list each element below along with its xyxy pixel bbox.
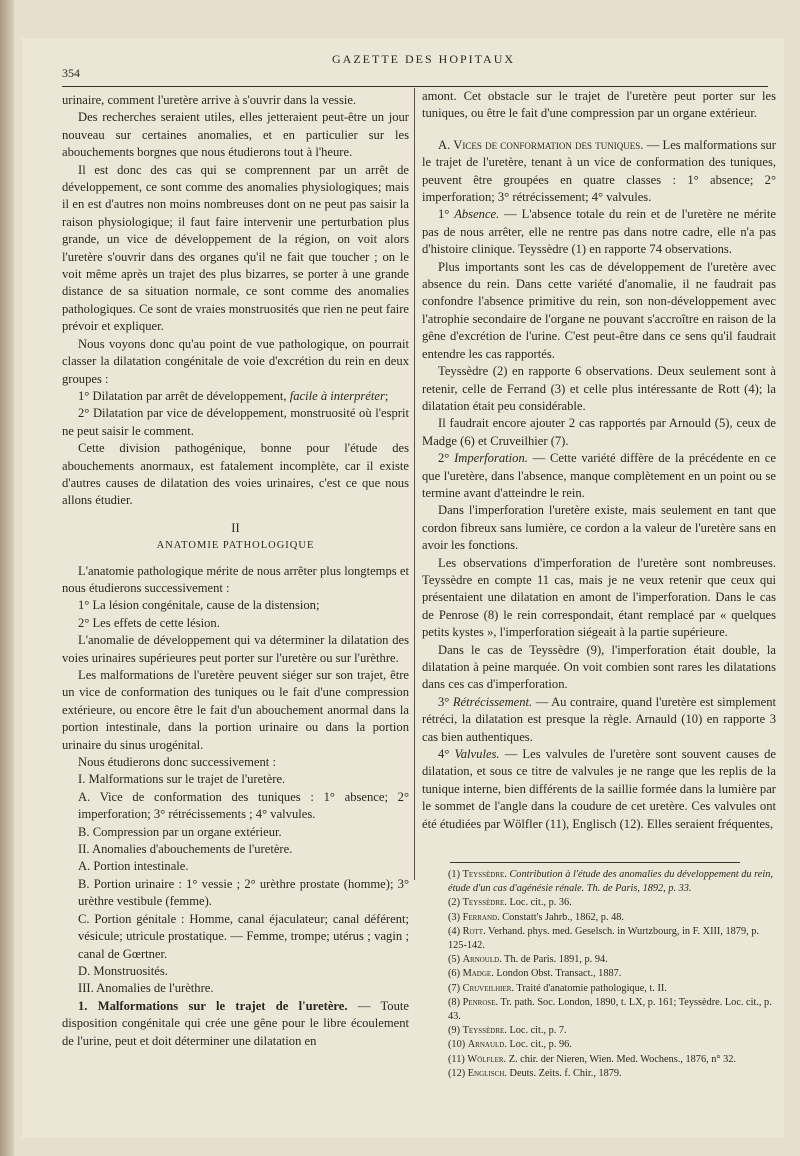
paragraph: Nous étudierons donc successivement : xyxy=(78,755,276,770)
outline-item: I. Malformations sur le trajet de l'uretère. xyxy=(78,772,286,787)
outline-item: III. Anomalies de l'urèthre. xyxy=(78,981,214,996)
paragraph: 3° Rétrécissement. — Au contraire, quand l'uretère est simplement rétréci, la dilatation est presque la règle. Arnauld (10) en rapporte 3 cas bien authentiques. xyxy=(422,694,776,744)
footnote: (7) Cruveilhier. Traité d'anatomie pathologique, t. II. xyxy=(448,982,667,994)
footnote: (6) Madge. London Obst. Transact., 1887. xyxy=(448,968,622,980)
section-title: ANATOMIE PATHOLOGIQUE xyxy=(156,540,315,552)
outline-item: A. Portion intestinale. xyxy=(78,859,189,874)
page-header xyxy=(62,48,764,80)
list-item: 1° La lésion congénitale, cause de la distension; xyxy=(78,598,320,613)
page-number: 354 xyxy=(62,66,80,80)
footnote: (11) Wölfler. Z. chir. der Nieren, Wien. Med. Wochens., 1876, n° 32. xyxy=(448,1053,736,1065)
right-column xyxy=(422,88,776,833)
outline-item: A. Vice de conformation des tuniques : 1° absence; 2° imperforation; 3° rétrécissements ; 4° valvules. xyxy=(78,789,409,822)
footnote: (2) Teyssèdre. Loc. cit., p. 36. xyxy=(448,897,572,909)
header-rule xyxy=(62,86,768,87)
paragraph: 2° Imperforation. — Cette variété diffère de la précédente en ce que l'uretère, dans l'absence, manque complètement en un point ou se termine avant d'atteindre le rein. xyxy=(422,451,776,500)
page-spine-shadow xyxy=(0,0,14,1156)
footnote: (4) Rott. Verhand. phys. med. Geselsch. in Wurtzbourg, in F. XIII, 1879, p. 125-142. xyxy=(448,925,759,952)
paragraph: L'anatomie pathologique mérite de nous arrêter plus longtemps et nous étudierons successivement : xyxy=(62,563,409,595)
left-column xyxy=(62,92,409,1050)
outline-item: B. Portion urinaire : 1° vessie ; 2° urèthre prostate (homme); 3° urèthre vestibule (femme). xyxy=(78,876,409,909)
footnote: (5) Arnould. Th. de Paris. 1891, p. 94. xyxy=(448,954,608,966)
footnote: (9) Teyssèdre. Loc. cit., p. 7. xyxy=(448,1025,567,1037)
paragraph: Les malformations de l'uretère peuvent siéger sur son trajet, être un vice de conformation des tuniques ou le fait d'une compression extérieure, ou encore être le fait d'un abouchement anormal dans la portion intestinale, dans la portion urinaire ou dans la portion urinaire du sinus urogénital. xyxy=(62,668,409,752)
paragraph: amont. Cet obstacle sur le trajet de l'uretère peut porter sur les tuniques, ou être le fait d'une compression par un organe extérieur. xyxy=(422,89,776,121)
footnote: (1) Teyssèdre. Contribution à l'étude des anomalies du développement du rein, étude d'un cas d'agénésie rénale. Th. de Paris, 1892, p. 33. xyxy=(448,869,773,895)
paragraph: Les observations d'imperforation de l'uretère sont nombreuses. Teyssèdre en compte 11 cas, mais je ne veux retenir que ceux qui présentaient une dilatation en amont de l'imperforation. Dans le cas de Penrose (8) le rein correspondait, étant remplacé par « quelques petits kystes », l'imperforation siégeait à la partie supérieure. xyxy=(422,555,776,640)
paragraph: 1. Malformations sur le trajet de l'uretère. — Toute disposition congénitale qui crée une gêne pour le libre écoulement de l'urine, peut et doit déterminer une dilatation en xyxy=(62,998,409,1048)
outline-item: D. Monstruosités. xyxy=(78,963,168,978)
paragraph: Des recherches seraient utiles, elles jetteraient peut-être un jour nouveau sur certaines anomalies, et en particulier sur les abouchements borgnes que nous étudierons tout à l'heure. xyxy=(62,110,409,160)
paragraph: Il est donc des cas qui se comprennent par un arrêt de développement, ce sont comme des anomalies physiologiques; mais il en est d'autres non moins nombreuses dont on ne peut pas saisir la raison physiologique; il faut faire intervenir une perturbation plus grande, un vice de développement de la région, on voit alors l'uretère s'ouvrir dans des organes qu'il ne fait que toucher ; on le voit même après un trajet des plus bizarres, se porter à une grande distance de sa situation normale, ce sont comme des anomalies pathologiques. Ce sont de vraies monstruosités que rien ne peut faire prévoir et expliquer. xyxy=(62,162,409,334)
list-item: 2° Dilatation par vice de développement, monstruosité où l'esprit ne peut saisir le comment. xyxy=(62,406,409,438)
list-item: 2° Les effets de cette lésion. xyxy=(78,615,220,630)
outline-item: II. Anomalies d'abouchements de l'uretère. xyxy=(78,842,293,857)
paragraph: urinaire, comment l'uretère arrive à s'ouvrir dans la vessie. xyxy=(62,93,357,107)
footnote: (3) Ferrand. Constatt's Jahrb., 1862, p. 48. xyxy=(448,911,624,923)
column-divider xyxy=(414,88,415,880)
paragraph: A. Vices de conformation des tuniques. — Les malformations sur le trajet de l'uretère, tenant à un vice de conformation des tuniques, peuvent être groupées en quatre classes : 1° absence; 2° imperforation; 3° rétrécissement; 4° valvules. xyxy=(422,137,776,205)
outline-item: C. Portion génitale : Homme, canal éjaculateur; canal déférent; vésicule; utricule prostatique. — Femme, trompe; utérus ; vagin ; canal de Gœrtner. xyxy=(78,911,409,961)
paragraph: Plus importants sont les cas de développement de l'uretère avec absence du rein. Dans cette variété d'anomalie, il ne faudrait pas confondre l'absence primitive du rein, son non-développement avec l'atrophie secondaire de l'organe ne pouvant s'accroître en raison de la gêne d'excrétion de l'urine. C'est peut-être dans ce sens qu'il faudrait entendre les cas rapportés. xyxy=(422,259,776,361)
paragraph: Teyssèdre (2) en rapporte 6 observations. Deux seulement sont à retenir, celle de Ferrand (3) et celle plus intéressante de Rott (4); la dilatation était peu considérable. xyxy=(422,364,776,413)
paragraph: Il faudrait encore ajouter 2 cas rapportés par Arnould (5), ceux de Madge (6) et Cruveilhier (7). xyxy=(422,416,776,448)
paragraph: Cette division pathogénique, bonne pour l'étude des abouchements anormaux, est fatalement incomplète, car il existe d'autres causes de dilatation des voies urinaires, c'est ce que nous allons étudier. xyxy=(62,441,409,508)
paragraph: Dans l'imperforation l'uretère existe, mais seulement en tant que cordon fibreux sans lumière, ce cordon a la valeur de l'uretère sans en avoir les fonctions. xyxy=(422,503,776,553)
paragraph: Dans le cas de Teyssèdre (9), l'imperforation était double, la dilatation à peine marquée. On voit combien sont rares les dilatations dans ces cas d'imperforation. xyxy=(422,642,776,692)
outline-item: B. Compression par un organe extérieur. xyxy=(78,824,282,839)
section-number: II xyxy=(231,520,240,535)
footnotes xyxy=(438,868,776,1081)
footnote: (8) Penrose. Tr. path. Soc. London, 1890, t. LX, p. 161; Teyssèdre. Loc. cit., p. 43. xyxy=(448,996,772,1023)
paragraph: L'anomalie de développement qui va déterminer la dilatation des voies urinaires supérieures peut porter sur l'uretère ou sur l'urèthre. xyxy=(62,633,409,665)
footnote: (10) Arnauld. Loc. cit., p. 96. xyxy=(448,1039,572,1051)
paragraph: 4° Valvules. — Les valvules de l'uretère sont souvent causes de dilatation, et sous ce titre de valvules je ne range que les replis de la tunique interne, bien différents de la saillie formée dans la lumière par le sommet de l'angle dans la coudure de cet uretère. Ces valvules ont été étudiées par Wölfler (11), Englisch (12). Elles seraient fréquentes, xyxy=(422,747,776,831)
paragraph: Nous voyons donc qu'au point de vue pathologique, on pourrait classer la dilatation congénitale de voie d'excrétion du rein en deux groupes : xyxy=(62,336,409,386)
running-title: GAZETTE DES HOPITAUX xyxy=(332,52,516,66)
list-item: 1° Dilatation par arrêt de développement, facile à interpréter; xyxy=(78,388,389,403)
paragraph: 1° Absence. — L'absence totale du rein et de l'uretère ne mérite pas de nous arrêter, elle ne rentre pas dans notre cadre, elle n'a pas d'histoire clinique. Teyssèdre (1) en rapporte 74 observations. xyxy=(422,207,776,257)
footnote-rule xyxy=(450,862,740,863)
footnote: (12) Englisch. Deuts. Zeits. f. Chir., 1879. xyxy=(448,1067,622,1079)
